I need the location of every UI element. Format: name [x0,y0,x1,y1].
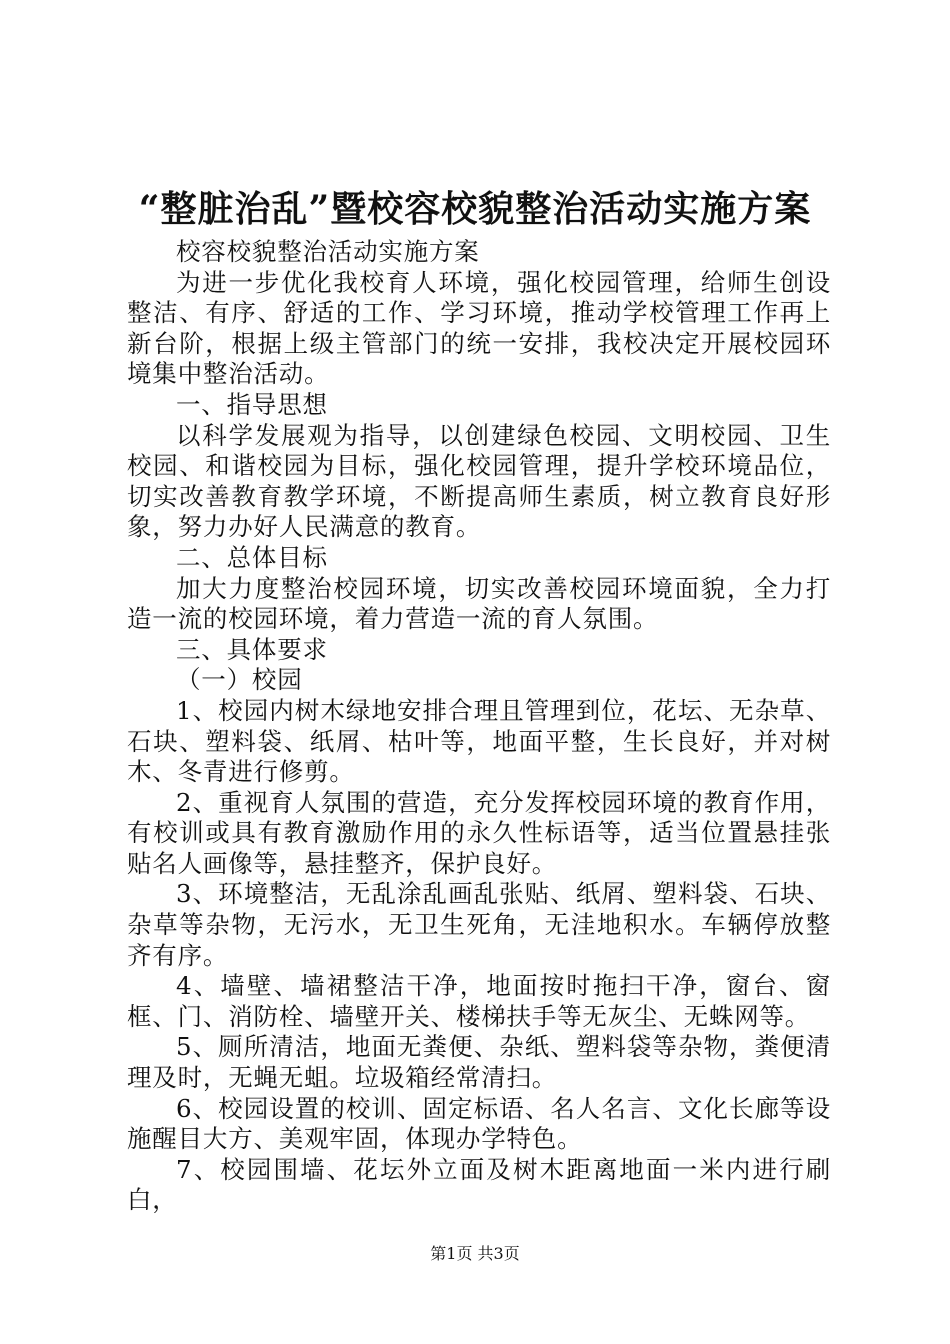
document-title: “整脏治乱”暨校容校貌整治活动实施方案 [138,188,812,230]
paragraph-overall-goal: 加大力度整治校园环境，切实改善校园环境面貌，全力打造一流的校园环境，着力营造一流的育人氛围。 [127,573,831,634]
section-heading-guiding-ideology: 一、指导思想 [176,389,328,419]
list-item-5: 5、厕所清洁，地面无粪便、杂纸、塑料袋等杂物，粪便清理及时，无蝇无蛆。垃圾箱经常清扫。 [127,1032,831,1093]
list-item-1: 1、校园内树木绿地安排合理且管理到位，花坛、无杂草、石块、塑料袋、纸屑、枯叶等，地面平整，生长良好，并对树木、冬青进行修剪。 [127,695,831,787]
section-heading-requirements: 三、具体要求 [176,634,328,664]
paragraph-intro: 为进一步优化我校育人环境，强化校园管理，给师生创设整洁、有序、舒适的工作、学习环境，推动学校管理工作再上新台阶，根据上级主管部门的统一安排，我校决定开展校园环境集中整治活动。 [127,267,831,389]
list-item-7: 7、校园围墙、花坛外立面及树木距离地面一米内进行刷白， [127,1154,831,1215]
list-item-6: 6、校园设置的校训、固定标语、名人名言、文化长廊等设施醒目大方、美观牢固，体现办学特色。 [127,1093,831,1154]
list-item-3: 3、环境整洁，无乱涂乱画乱张贴、纸屑、塑料袋、石块、杂草等杂物，无污水，无卫生死角，无洼地积水。车辆停放整齐有序。 [127,879,831,970]
subsection-heading-campus: （一）校园 [176,665,303,695]
list-item-2: 2、重视育人氛围的营造，充分发挥校园环境的教育作用，有校训或具有教育激励作用的永久性标语等，适当位置悬挂张贴名人画像等，悬挂整齐，保护良好。 [127,787,831,878]
section-heading-overall-goal: 二、总体目标 [176,542,328,572]
paragraph-guiding-ideology: 以科学发展观为指导，以创建绿色校园、文明校园、卫生校园、和谐校园为目标，强化校园管理，提升学校环境品位，切实改善教育教学环境，不断提高师生素质，树立教育良好形象，努力办好人民满意的教育。 [127,420,831,542]
paragraph-subtitle: 校容校貌整治活动实施方案 [176,237,480,266]
list-item-4: 4、墙壁、墙裙整洁干净，地面按时拖扫干净，窗台、窗框、门、消防栓、墙壁开关、楼梯扶手等无灰尘、无蛛网等。 [127,971,831,1031]
page-footer: 第1页 共3页 [430,1244,520,1263]
document-body [127,237,831,1216]
